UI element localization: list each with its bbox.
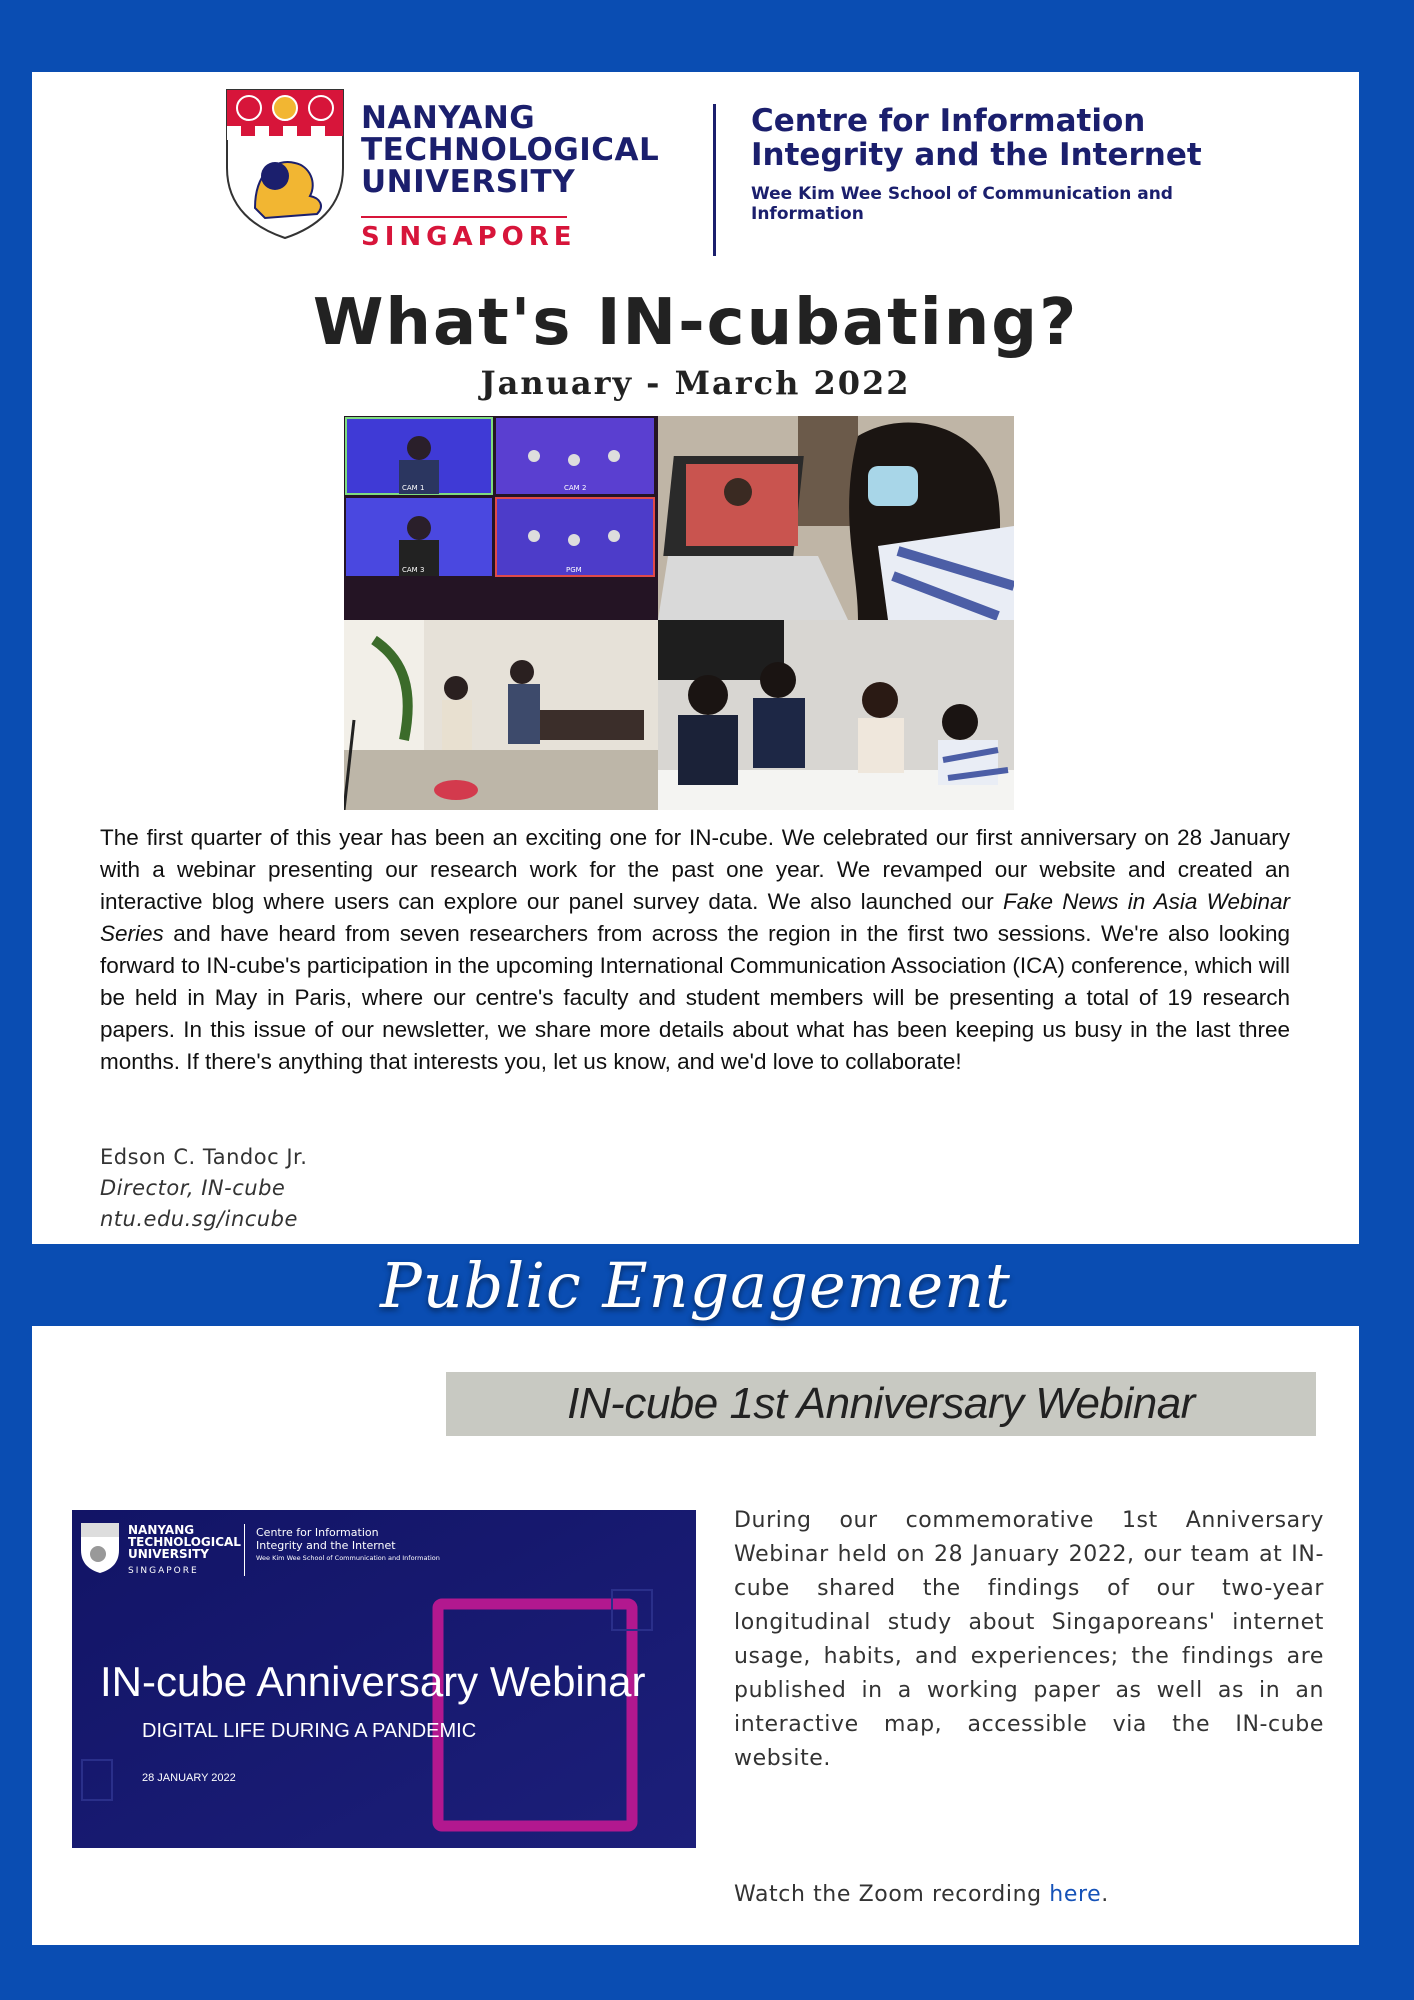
webinar-series-name: Fake News in Asia Webinar Series xyxy=(100,889,1291,946)
webinar-banner-date: 28 JANUARY 2022 xyxy=(142,1772,236,1784)
photo-collage xyxy=(344,416,1014,810)
section-band xyxy=(32,1244,1359,1326)
monitor-label: CAM 1 xyxy=(402,484,425,492)
director-signature xyxy=(100,1142,307,1235)
photo-laptop-viewer xyxy=(658,416,1014,620)
newsletter-period: January - March 2022 xyxy=(480,364,911,402)
webinar-banner-title: IN-cube Anniversary Webinar xyxy=(100,1658,646,1705)
photo-team-meeting xyxy=(658,620,1014,810)
webinar-banner-subtitle: DIGITAL LIFE DURING A PANDEMIC xyxy=(142,1720,477,1742)
webinar-header-divider xyxy=(244,1524,245,1576)
zoom-recording-link[interactable]: here xyxy=(1049,1882,1102,1907)
webinar-ntu-wordmark: NANYANG TECHNOLOGICAL UNIVERSITY xyxy=(128,1523,241,1561)
webinar-ntu-country: SINGAPORE xyxy=(128,1566,199,1576)
subsection-heading: IN-cube 1st Anniversary Webinar xyxy=(446,1372,1316,1436)
photo-interview xyxy=(344,620,658,810)
webinar-description: During our commemorative 1st Anniversary Webinar held on 28 January 2022, our team at IN-cube shared the findings of our two-year longitudinal study about Singaporeans' internet usage, habits, and experiences; the findings are published in a working paper as well as in an interactive map, accessible via the IN-cube website. xyxy=(734,1508,1324,1771)
centre-website: ntu.edu.sg/incube xyxy=(100,1207,298,1231)
newsletter-page xyxy=(32,72,1359,1945)
ntu-wordmark: NANYANG TECHNOLOGICAL UNIVERSITY xyxy=(361,100,660,200)
ntu-crest-icon xyxy=(225,88,345,240)
school-name: Wee Kim Wee School of Communication and Information xyxy=(751,184,1173,224)
webinar-centre-name: Centre for Information Integrity and the Internet xyxy=(256,1526,396,1552)
ntu-red-rule xyxy=(361,216,567,218)
header-divider xyxy=(713,104,716,256)
webinar-ntu-crest-icon xyxy=(80,1522,120,1574)
ntu-country: SINGAPORE xyxy=(361,222,577,252)
header-logos xyxy=(225,88,1265,252)
webinar-recording-line: Watch the Zoom recording here. xyxy=(734,1882,1109,1907)
photo-broadcast-monitors xyxy=(344,416,658,620)
section-title: Public Engagement xyxy=(380,1248,1011,1322)
webinar-banner xyxy=(72,1510,696,1848)
monitor-label: CAM 2 xyxy=(564,484,587,492)
monitor-label: CAM 3 xyxy=(402,566,425,574)
newsletter-title: What's IN-cubating? xyxy=(312,286,1079,360)
director-role: Director, IN-cube xyxy=(100,1176,286,1200)
centre-name: Centre for Information Integrity and the Internet xyxy=(751,103,1202,173)
monitor-label: PGM xyxy=(566,566,582,574)
director-name: Edson C. Tandoc Jr. xyxy=(100,1145,308,1169)
webinar-school-name: Wee Kim Wee School of Communication and Information xyxy=(256,1554,440,1562)
intro-paragraph: The first quarter of this year has been an exciting one for IN-cube. We celebrated our first anniversary on 28 January with a webinar presenting our research work for the past one year. We revamped our website and created an interactive blog where users can explore our panel survey data. We also launched our Fake News in Asia Webinar Series and have heard from seven researchers from across the region in the first two sessions. We're also looking forward to IN-cube's participation in the upcoming International Communication Association (ICA) conference, which will be held in May in Paris, where our centre's faculty and student members will be presenting a total of 19 research papers. In this issue of our newsletter, we share more details about what has been keeping us busy in the last three months. If there's anything that interests you, let us know, and we'd love to collaborate! xyxy=(100,825,1291,1074)
